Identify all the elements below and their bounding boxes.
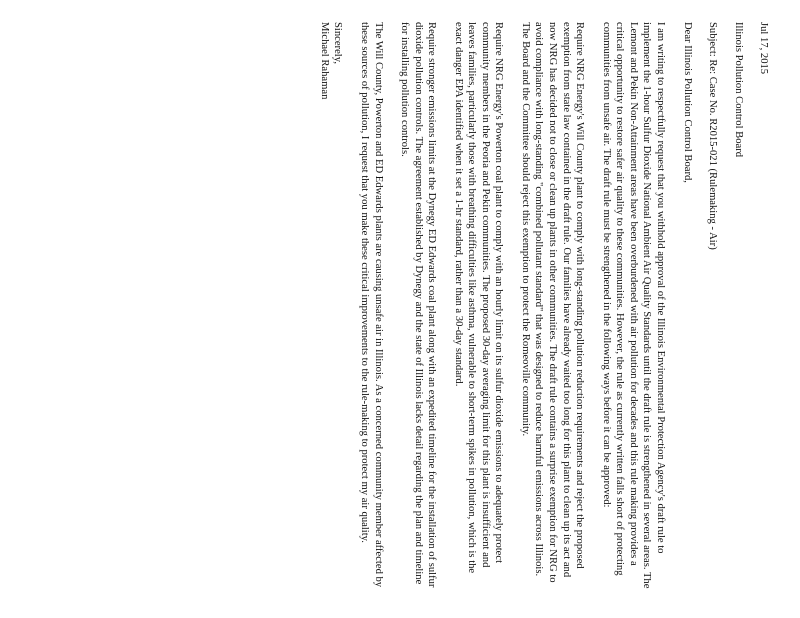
- letter-paragraph-powerton: Require NRG Energy's Powerton coal plant to comply with an hourly limit on its sulfur dioxide emissions to adequately protect community members in the Peoria and Pekin communities. The proposed 30-day averaging limit for this plant is insufficient and leaves families, particularly those with breathing difficulties like asthma, vulnerable to short-term spikes in pollution, which is the exact danger EPA identified when it set a 1-hr standard, rather than a 30-day standard.: [452, 22, 505, 574]
- letter-salutation: Dear Illinois Pollution Control Board,: [682, 22, 694, 183]
- letter-paragraph-intro: I am writing to respectfully request that you withhold approval of the Illinois Environmental Protection Agency's draft rule to implement the 1-hour Sulfur Dioxide National Ambient Air Quality Standards until the draft rule is strengthened in several areas. The Lemont and Pekin Non-Attainment areas have been overburdened with air pollution for decades and this rule making provides a critical opportunity to restore safer air quality to these communities. However, the rule as currently written falls short of protecting communities from unsafe air. The draft rule must be strengthened in the following ways before it can be approved:: [600, 22, 666, 589]
- letter-date: Jul 17, 2015: [758, 22, 769, 75]
- letter-closing: Sincerely,: [332, 22, 344, 64]
- letter-recipient: Illinois Pollution Control Board: [733, 22, 745, 158]
- letter-paragraph-request: The Will County, Powerton and ED Edwards plants are causing unsafe air in Illinois. As a concerned community member affected by these sources of pollution, I request that you make these critical improvements to the rule-making to protect my air quality.: [358, 22, 384, 588]
- letter-subject: Subject: Re: Case No. R2015-021 (Rulemaking - Air): [706, 22, 718, 250]
- letter-paragraph-will-county: Require NRG Energy's Will County plant to comply with long-standing pollution reduction requirements and reject the proposed exemption from state law contained in the draft rule. Our families have already waited too long for this plant to clean up its act and now NRG has decided not to close or clean up plants in other communities. The draft rule contains a surprise exemption for NRG to avoid compliance with long-standing "combined pollutant standard" that was designed to reduce harmful emissions across Illinois. The Board and the Committee should reject this exemption to protect the Romeoville community.: [519, 22, 586, 583]
- letter-paragraph-ed-edwards: Require stronger emissions limits at the Dynegy ED Edwards coal plant along with an expedited timeline for the installation of sulfur dioxide pollution controls. The agreement established by Dynegy and the state of Illinois lacks detail regarding the plan and timeline for installing pollution controls.: [399, 22, 438, 588]
- letter-page: [70, 2, 790, 612]
- letter-signer: Michael Rahaman: [318, 22, 330, 100]
- signature-block: [317, 22, 344, 592]
